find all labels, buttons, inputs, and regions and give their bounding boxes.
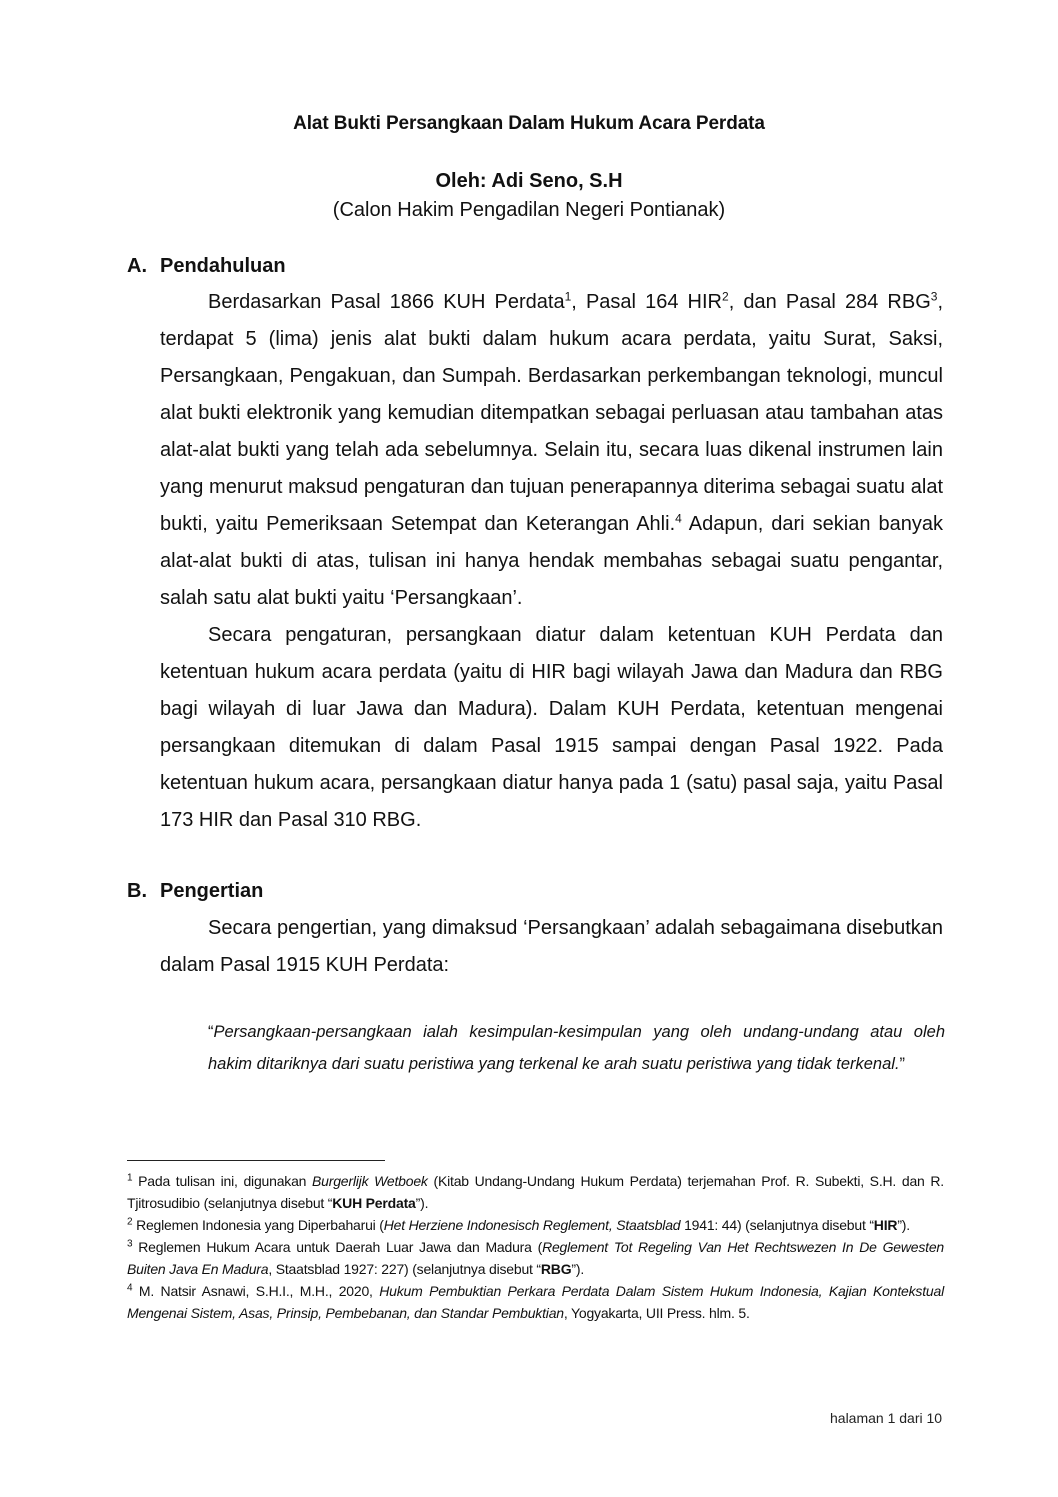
footnote-text-run: , Staatsblad 1927: 227) (selanjutnya disebut “ xyxy=(268,1261,541,1277)
section-title: Pendahuluan xyxy=(160,255,286,277)
section-letter: A. xyxy=(127,255,147,277)
paragraph: Secara pengaturan, persangkaan diatur dalam ketentuan KUH Perdata dan ketentuan hukum acara perdata (yaitu di HIR bagi wilayah Jawa dan Madura dan RBG bagi wilayah di luar Jawa dan Madura). Dalam KUH Perdata, ketentuan mengenai persangkaan ditemukan di dalam Pasal 1915 sampai dengan Pasal 1922. Pada ketentuan hukum acara, persangkaan diatur hanya pada 1 (satu) pasal saja, yaitu Pasal 173 HIR dan Pasal 310 RBG. xyxy=(160,624,943,831)
footnote-text-run: ”). xyxy=(415,1195,429,1211)
section-heading-pengertian xyxy=(127,880,263,903)
document-title: Alat Bukti Persangkaan Dalam Hukum Acara Perdata xyxy=(293,113,765,134)
footnote-text-run: Burgerlijk Wetboek xyxy=(312,1173,428,1189)
close-quote-mark: ” xyxy=(899,1055,906,1073)
text-run: , terdapat 5 (lima) jenis alat bukti dalam hukum acara perdata, yaitu Surat, Saksi, Persangkaan, Pengakuan, dan Sumpah. Berdasarkan perkembangan teknologi, muncul alat bukti elektronik yang kemudian ditempatkan sebagai perluasan atau tambahan atas alat-alat bukti yang telah ada sebelumnya. Selain itu, secara luas dikenal instrumen lain yang menurut maksud pengaturan dan tujuan penerapannya diterima sebagai suatu alat bukti, yaitu Pemeriksaan Setempat dan Keterangan Ahli. xyxy=(160,291,944,535)
footnote-number: 4 xyxy=(127,1282,133,1294)
footnote-4 xyxy=(127,1280,944,1324)
text-run: Adapun, dari sekian banyak alat-alat bukti di atas, tulisan ini hanya hendak membahas sebagai suatu pengantar, salah satu alat bukti yaitu ‘Persangkaan’. xyxy=(160,513,943,609)
footnote-text-run: M. Natsir Asnawi, S.H.I., M.H., 2020, xyxy=(132,1283,380,1299)
footnote-text-run: (Kitab Undang-Undang Hukum Perdata) terjemahan Prof. R. Subekti, S.H. dan R. Tjitrosudibio (selanjutnya disebut “ xyxy=(127,1173,944,1211)
footnote-text-run: Pada tulisan ini, digunakan xyxy=(132,1173,313,1189)
text-run: Berdasarkan Pasal 1866 KUH Perdata xyxy=(208,291,565,313)
page-number-footer: halaman 1 dari 10 xyxy=(830,1410,943,1426)
footnotes xyxy=(127,1170,944,1324)
footnote-1 xyxy=(127,1170,944,1214)
text-run: , Pasal 164 HIR xyxy=(571,291,722,313)
footnote-text-run: Reglemen Hukum Acara untuk Daerah Luar Jawa dan Madura ( xyxy=(132,1239,543,1255)
footnote-number: 1 xyxy=(127,1172,133,1184)
footnote-ref[interactable]: 1 xyxy=(564,289,572,304)
footnote-text-run: Reglement Tot Regeling Van Het Rechtswezen In De Gewesten Buiten Java En Madura xyxy=(127,1239,945,1277)
paragraph: Secara pengertian, yang dimaksud ‘Persangkaan’ adalah sebagaimana disebutkan dalam Pasal 1915 KUH Perdata: xyxy=(160,917,943,976)
footnote-number: 3 xyxy=(127,1238,133,1250)
author-affiliation: (Calon Hakim Pengadilan Negeri Pontianak) xyxy=(332,199,726,221)
text-run: , dan Pasal 284 RBG xyxy=(728,291,931,313)
section-heading-pendahuluan xyxy=(127,255,286,278)
footnote-2 xyxy=(127,1214,944,1236)
footnote-text-run: 1941: 44) (selanjutnya disebut “ xyxy=(680,1217,874,1233)
paragraph xyxy=(160,284,943,617)
footnote-text-run: RBG xyxy=(540,1261,572,1277)
section-body-pendahuluan xyxy=(160,284,943,839)
author-line: Oleh: Adi Seno, S.H xyxy=(435,170,623,192)
footnote-3 xyxy=(127,1236,944,1280)
footnote-text-run: , Yogyakarta, UII Press. hlm. 5. xyxy=(563,1305,750,1321)
footnote-text-run: Hukum Pembuktian Perkara Perdata Dalam Sistem Hukum Indonesia, Kajian Kontekstual Mengenai Sistem, Asas, Prinsip, Pembebanan, dan Standar Pembuktian xyxy=(127,1283,944,1321)
footnote-text-run: HIR xyxy=(873,1217,898,1233)
footnote-ref[interactable]: 4 xyxy=(675,511,682,526)
quote-text: Persangkaan-persangkaan ialah kesimpulan-kesimpulan yang oleh undang-undang atau oleh hakim ditariknya dari suatu peristiwa yang terkenal ke arah suatu peristiwa yang tidak terkenal. xyxy=(208,1023,945,1073)
footnote-text-run: ”). xyxy=(571,1261,585,1277)
section-letter: B. xyxy=(127,880,147,902)
footnote-text-run: ”). xyxy=(897,1217,910,1233)
footnote-text-run: KUH Perdata xyxy=(332,1195,416,1211)
section-body-pengertian xyxy=(160,910,943,984)
footnote-ref[interactable]: 3 xyxy=(930,289,938,304)
footnote-ref[interactable]: 2 xyxy=(722,289,729,304)
section-title: Pengertian xyxy=(160,880,264,902)
footnote-number: 2 xyxy=(127,1216,133,1228)
open-quote-mark: “ xyxy=(208,1023,214,1041)
footnote-text-run: Reglemen Indonesia yang Diperbaharui ( xyxy=(132,1217,384,1233)
block-quote xyxy=(208,1016,945,1080)
footnote-text-run: Het Herziene Indonesisch Reglement, Staatsblad xyxy=(383,1217,681,1233)
footnote-separator xyxy=(127,1160,385,1161)
